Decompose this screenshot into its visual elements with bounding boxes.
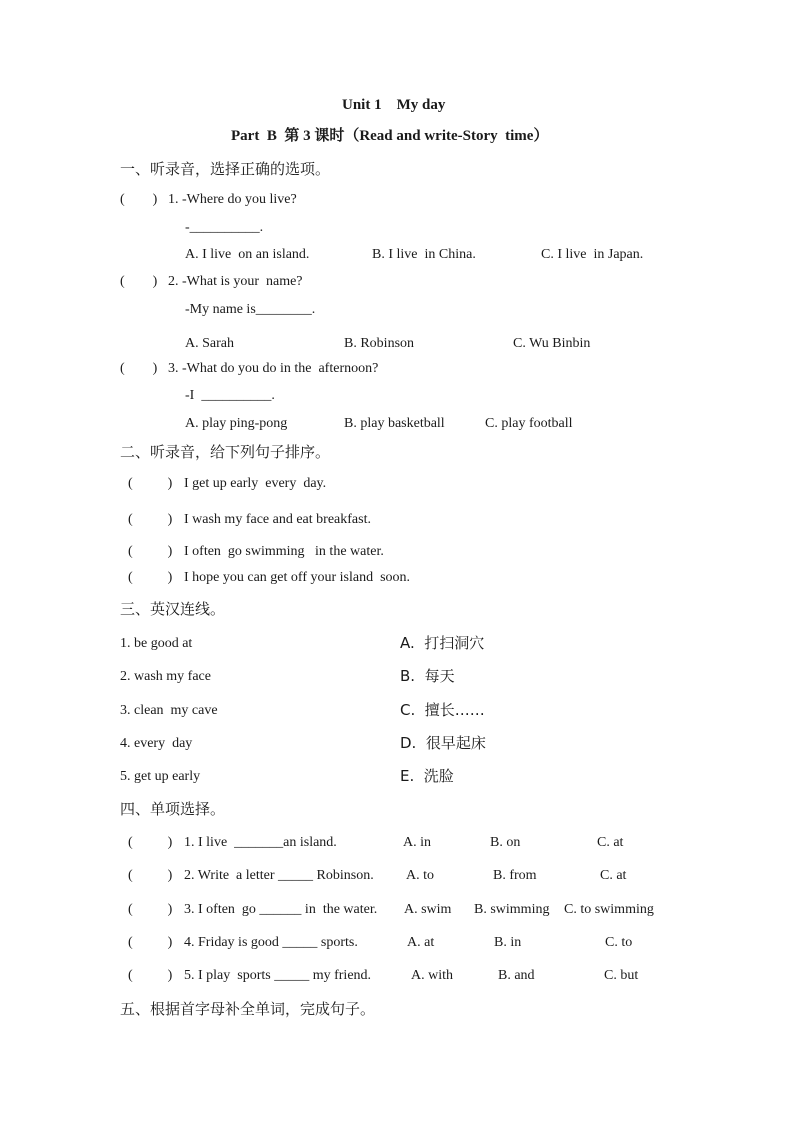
choice-2-option-a: A. to: [406, 868, 434, 883]
choice-question-2: 2. Write a letter _____ Robinson.: [184, 868, 374, 883]
choice-bracket[interactable]: ( ): [128, 968, 173, 983]
choice-3-option-c: C. to swimming: [564, 902, 654, 917]
choice-5-option-a: A. with: [411, 968, 453, 983]
section3-heading: 三、英汉连线。: [120, 600, 226, 618]
sentence-1: I get up early every day.: [184, 476, 327, 491]
answer-bracket[interactable]: ( ): [120, 274, 158, 289]
choice-1-option-a: A. in: [403, 835, 431, 850]
answer-line-3: -I __________.: [185, 388, 275, 403]
section5-heading: 五、根据首字母补全单词，完成句子。: [120, 1000, 376, 1018]
choice-5-option-c: C. but: [604, 968, 639, 983]
order-bracket[interactable]: ( ): [128, 570, 173, 585]
sentence-3: I often go swimming in the water.: [184, 544, 384, 559]
order-bracket[interactable]: ( ): [128, 544, 173, 559]
answer-line-1: -__________.: [185, 220, 264, 235]
match-left-5: 5. get up early: [120, 769, 201, 784]
match-right-e: E. 洗脸: [400, 767, 454, 785]
sentence-4: I hope you can get off your island soon.: [184, 570, 411, 585]
q2-option-c: C. Wu Binbin: [513, 336, 591, 351]
q1-option-c: C. I live in Japan.: [541, 247, 644, 262]
q3-option-b: B. play basketball: [344, 416, 445, 431]
match-right-d: D. 很早起床: [400, 734, 486, 752]
order-bracket[interactable]: ( ): [128, 512, 173, 527]
question-1: 1. -Where do you live?: [168, 192, 297, 207]
match-left-3: 3. clean my cave: [120, 703, 218, 718]
choice-question-3: 3. I often go ______ in the water.: [184, 902, 378, 917]
match-right-b: B. 每天: [400, 667, 455, 685]
answer-line-2: -My name is________.: [185, 302, 316, 317]
choice-question-1: 1. I live _______an island.: [184, 835, 337, 850]
section4-heading: 四、单项选择。: [120, 800, 226, 818]
choice-3-option-b: B. swimming: [474, 902, 550, 917]
page-title: Unit 1 My day: [342, 97, 446, 113]
q1-option-a: A. I live on an island.: [185, 247, 310, 262]
q1-option-b: B. I live in China.: [372, 247, 476, 262]
choice-question-5: 5. I play sports _____ my friend.: [184, 968, 372, 983]
match-right-a: A. 打扫洞穴: [400, 634, 485, 652]
choice-bracket[interactable]: ( ): [128, 935, 173, 950]
choice-2-option-b: B. from: [493, 868, 537, 883]
section1-heading: 一、听录音，选择正确的选项。: [120, 160, 331, 178]
order-bracket[interactable]: ( ): [128, 476, 173, 491]
choice-bracket[interactable]: ( ): [128, 902, 173, 917]
q2-option-b: B. Robinson: [344, 336, 415, 351]
page-subtitle: Part B 第 3 课时（Read and write-Story time）: [231, 128, 549, 144]
choice-question-4: 4. Friday is good _____ sports.: [184, 935, 358, 950]
choice-2-option-c: C. at: [600, 868, 627, 883]
choice-4-option-b: B. in: [494, 935, 522, 950]
choice-1-option-c: C. at: [597, 835, 624, 850]
q2-option-a: A. Sarah: [185, 336, 234, 351]
answer-bracket[interactable]: ( ): [120, 192, 158, 207]
choice-3-option-a: A. swim: [404, 902, 452, 917]
choice-4-option-c: C. to: [605, 935, 633, 950]
sentence-2: I wash my face and eat breakfast.: [184, 512, 371, 527]
choice-bracket[interactable]: ( ): [128, 868, 173, 883]
question-3: 3. -What do you do in the afternoon?: [168, 361, 379, 376]
answer-bracket[interactable]: ( ): [120, 361, 158, 376]
choice-5-option-b: B. and: [498, 968, 535, 983]
match-right-c: C. 擅长……: [400, 701, 485, 719]
match-left-4: 4. every day: [120, 736, 193, 751]
choice-bracket[interactable]: ( ): [128, 835, 173, 850]
section2-heading: 二、听录音，给下列句子排序。: [120, 443, 331, 461]
choice-4-option-a: A. at: [407, 935, 435, 950]
q3-option-c: C. play football: [485, 416, 573, 431]
match-left-1: 1. be good at: [120, 636, 193, 651]
match-left-2: 2. wash my face: [120, 669, 211, 684]
choice-1-option-b: B. on: [490, 835, 521, 850]
question-2: 2. -What is your name?: [168, 274, 303, 289]
q3-option-a: A. play ping-pong: [185, 416, 288, 431]
